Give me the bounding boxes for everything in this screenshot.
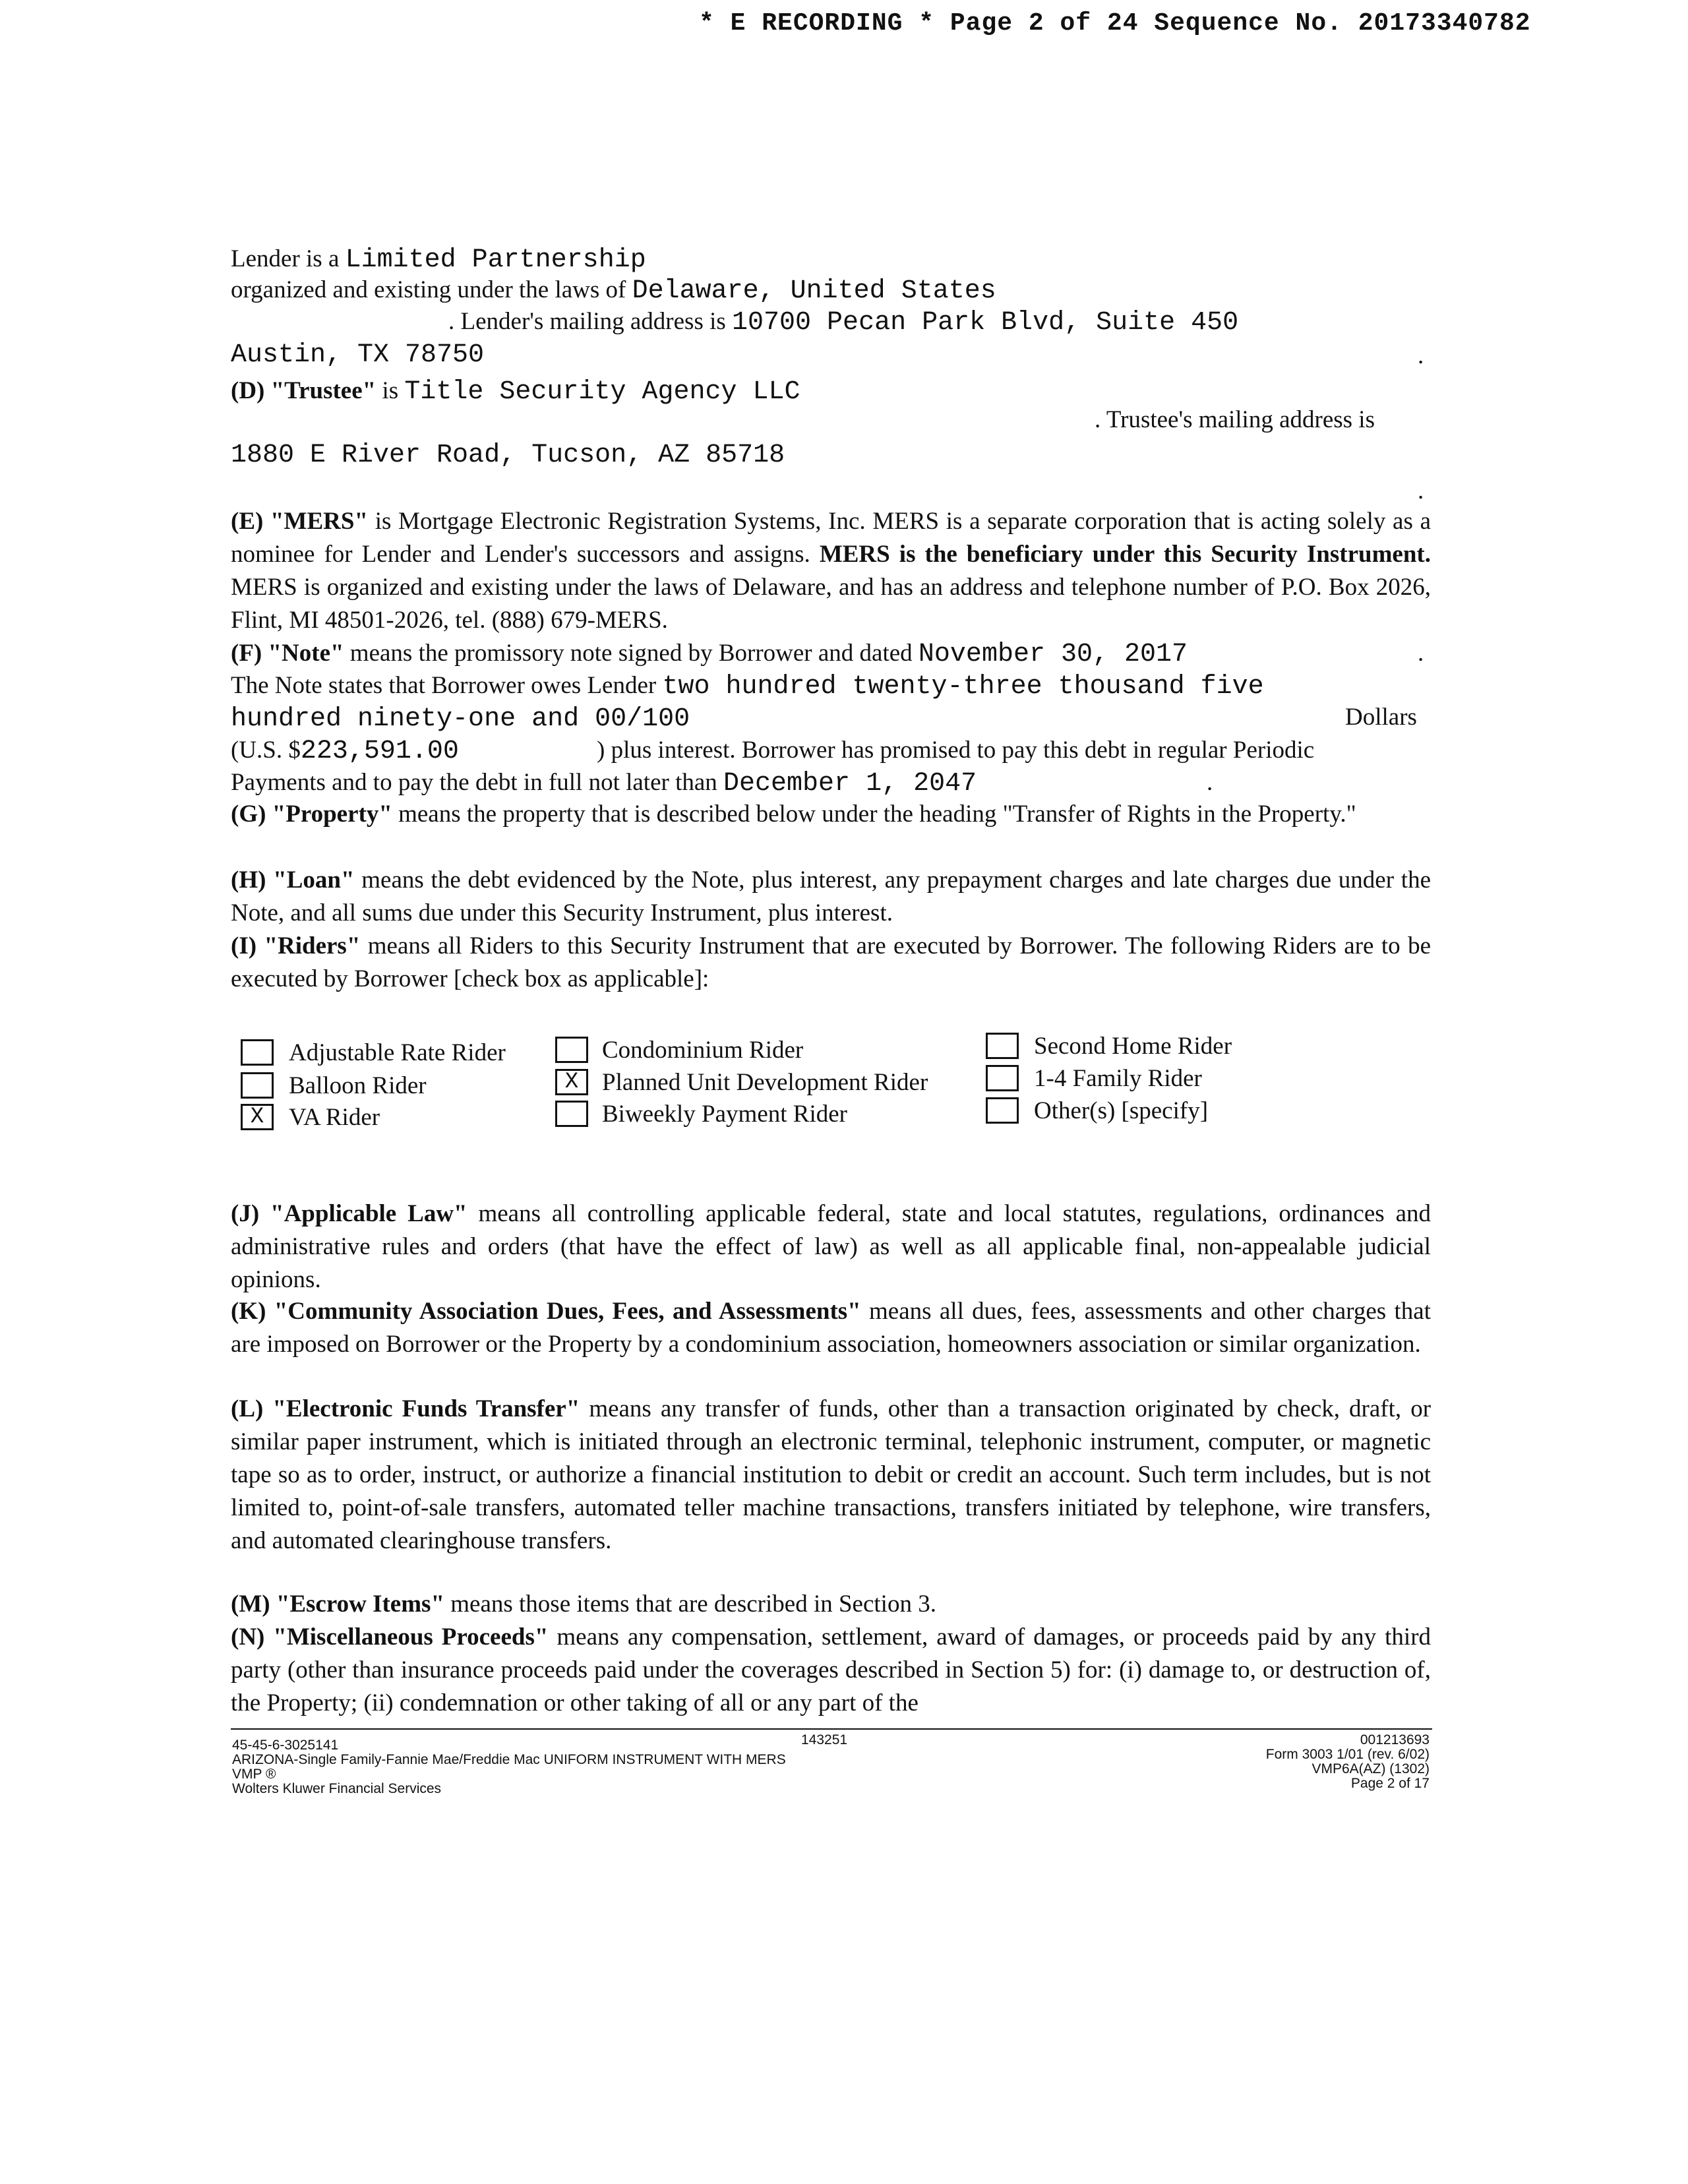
lender-mailing-prefix: . Lender's mailing address is <box>448 308 726 335</box>
lender-address-line1: 10700 Pecan Park Blvd, Suite 450 <box>732 308 1239 338</box>
misc-text: means any compensation, settlement, award of damages, or proceeds paid by any third party (other than insurance proceeds paid under the coverages described in Section 5) for: (i) damage to, or destruction of, the Property; (ii) condemnation or other taking of all or any part of the <box>231 1623 1432 1716</box>
trustee-mailing-prefix: . Trustee's mailing address is <box>1095 406 1375 433</box>
note-text2: The Note states that Borrower owes Lender <box>231 672 657 699</box>
note-text1: means the promissory note signed by Borrower and dated <box>349 640 913 667</box>
label-second-home-rider: Second Home Rider <box>1034 1033 1232 1060</box>
footer-left <box>232 1738 786 1796</box>
checkbox-biweekly-payment-rider[interactable] <box>555 1101 588 1127</box>
lender-organized-prefix: organized and existing under the laws of <box>231 276 626 303</box>
mers-text2: MERS is organized and existing under the laws of Delaware, and has an address and telephone number of P.O. Box 2026, Flint, MI 48501-2026, tel. (888) 679-MERS. <box>231 574 1431 634</box>
footer-vmp-code: VMP6A(AZ) (1302) <box>1311 1761 1430 1776</box>
footer-loan-number: 45-45-6-3025141 <box>232 1738 339 1753</box>
property-label: (G) "Property" <box>231 801 392 828</box>
checkbox-planned-unit-development-rider[interactable]: X <box>555 1069 588 1095</box>
mers-label: (E) "MERS" <box>231 508 368 535</box>
note-label: (F) "Note" <box>231 640 344 667</box>
trustee-name: Title Security Agency LLC <box>404 377 800 407</box>
lender-trailing-period: . <box>1418 342 1424 369</box>
note-due-period: . <box>1207 769 1213 796</box>
loan-text: means the debt evidenced by the Note, plus interest, any prepayment charges and late charges due under the Note, and all sums due under this Security Instrument, plus interest. <box>231 866 1431 926</box>
label-condominium-rider: Condominium Rider <box>602 1037 804 1064</box>
note-period: . <box>1418 640 1424 667</box>
footer-rule <box>231 1728 1432 1730</box>
community-definition <box>231 1295 1431 1361</box>
checkbox-condominium-rider[interactable] <box>555 1037 588 1063</box>
checkbox-balloon-rider[interactable] <box>241 1072 274 1099</box>
trustee-address: 1880 E River Road, Tucson, AZ 85718 <box>231 440 785 470</box>
misc-proceeds-definition <box>231 1621 1431 1720</box>
label-planned-unit-development-rider: Planned Unit Development Rider <box>602 1069 928 1096</box>
label-adjustable-rate-rider: Adjustable Rate Rider <box>289 1039 506 1066</box>
lender-type: Limited Partnership <box>345 245 646 275</box>
note-amount: 223,591.00 <box>300 737 459 766</box>
escrow-definition <box>231 1588 1431 1621</box>
loan-definition <box>231 864 1431 930</box>
trustee-trailing-period: . <box>1418 477 1424 504</box>
checkbox-va-rider[interactable]: X <box>241 1104 274 1130</box>
footer-form-title: ARIZONA-Single Family-Fannie Mae/Freddie Mac UNIFORM INSTRUMENT WITH MERS <box>232 1752 786 1767</box>
note-line4 <box>231 734 459 768</box>
checkbox-adjustable-rate-rider[interactable] <box>241 1039 274 1066</box>
footer-vmp: VMP ® <box>232 1767 276 1782</box>
note-line5 <box>231 766 977 801</box>
footer-right <box>1266 1733 1430 1791</box>
footer-center-number: 143251 <box>801 1732 848 1747</box>
note-line2 <box>231 669 1264 704</box>
label-balloon-rider: Balloon Rider <box>289 1072 427 1099</box>
note-date: November 30, 2017 <box>918 640 1188 669</box>
community-text: means all dues, fees, assessments and other charges that are imposed on Borrower or the Property by a condominium association, homeowners association or similar organization. <box>231 1298 1431 1358</box>
lender-address-line2: Austin, TX 78750 <box>231 340 485 370</box>
applicable-law-label: (J) "Applicable Law" <box>231 1200 467 1227</box>
escrow-label: (M) "Escrow Items" <box>231 1591 444 1618</box>
applicable-law-text: means all controlling applicable federal, state and local statutes, regulations, ordinances and administrative rules and orders (that have the effect of law) as well as all applicable final, non-appealable judicial opinions. <box>231 1200 1431 1293</box>
lender-organized-line <box>231 274 996 308</box>
label-1-4-family-rider: 1-4 Family Rider <box>1034 1065 1202 1092</box>
note-amount-words2: hundred ninety-one and 00/100 <box>231 704 690 734</box>
checkbox-second-home-rider[interactable] <box>986 1033 1019 1059</box>
note-due-date: December 1, 2047 <box>723 769 977 799</box>
community-label: (K) "Community Association Dues, Fees, and Assessments" <box>231 1298 861 1325</box>
note-text4: Payments and to pay the debt in full not later than <box>231 769 717 796</box>
misc-label: (N) "Miscellaneous Proceeds" <box>231 1623 549 1651</box>
label-va-rider: VA Rider <box>289 1104 380 1131</box>
note-amount-words1: two hundred twenty-three thousand five <box>662 672 1264 702</box>
trustee-line <box>231 375 800 409</box>
applicable-law-definition <box>231 1198 1431 1296</box>
lender-line <box>231 243 646 277</box>
footer-publisher: Wolters Kluwer Financial Services <box>232 1781 442 1796</box>
recording-header: * E RECORDING * Page 2 of 24 Sequence No. 20173340782 <box>699 9 1531 38</box>
note-us-prefix: (U.S. $ <box>231 737 301 764</box>
eft-label: (L) "Electronic Funds Transfer" <box>231 1395 580 1422</box>
footer-form-number: Form 3003 1/01 (rev. 6/02) <box>1265 1747 1430 1762</box>
trustee-is: is <box>382 377 399 404</box>
escrow-text: means those items that are described in Section 3. <box>450 1591 936 1618</box>
loan-label: (H) "Loan" <box>231 866 355 894</box>
mers-bold: MERS is the beneficiary under this Security Instrument. <box>819 541 1431 568</box>
eft-text: means any transfer of funds, other than a transaction originated by check, draft, or similar paper instrument, which is initiated through an electronic terminal, telephonic instrument, computer, or magnetic tape so as to order, instruct, or authorize a financial institution to debit or credit an account. Such term includes, but is not limited to, point-of-sale transfers, automated teller machine transactions, transfers initiated by telephone, wire transfers, and automated clearinghouse transfers. <box>231 1395 1432 1554</box>
checkbox-others[interactable] <box>986 1097 1019 1124</box>
lender-prefix: Lender is a <box>231 245 340 272</box>
mers-definition <box>231 505 1431 637</box>
note-line1 <box>231 637 1188 671</box>
footer-doc-number: 001213693 <box>1360 1732 1430 1747</box>
riders-label: (I) "Riders" <box>231 932 361 959</box>
lender-mailing-line <box>448 305 1238 340</box>
eft-definition <box>231 1393 1431 1558</box>
property-definition <box>231 798 1431 831</box>
checkbox-1-4-family-rider[interactable] <box>986 1065 1019 1091</box>
property-text: means the property that is described below under the heading "Transfer of Rights in the Property." <box>398 801 1356 828</box>
label-others: Other(s) [specify] <box>1034 1097 1209 1124</box>
label-biweekly-payment-rider: Biweekly Payment Rider <box>602 1101 847 1128</box>
mers-text1: is Mortgage Electronic Registration Systems, Inc. MERS is a separate corporation that is acting solely as a nominee for Lender and Lender's successors and assigns. <box>231 508 1431 568</box>
footer-page-number: Page 2 of 17 <box>1350 1776 1430 1791</box>
note-dollars: Dollars <box>1345 704 1417 731</box>
lender-jurisdiction: Delaware, United States <box>632 276 996 306</box>
trustee-label: (D) "Trustee" <box>231 377 377 404</box>
riders-definition <box>231 930 1431 996</box>
riders-text: means all Riders to this Security Instrument that are executed by Borrower. The following Riders are to be executed by Borrower [check box as applicable]: <box>231 932 1431 992</box>
note-text3: ) plus interest. Borrower has promised to pay this debt in regular Periodic <box>597 737 1315 764</box>
